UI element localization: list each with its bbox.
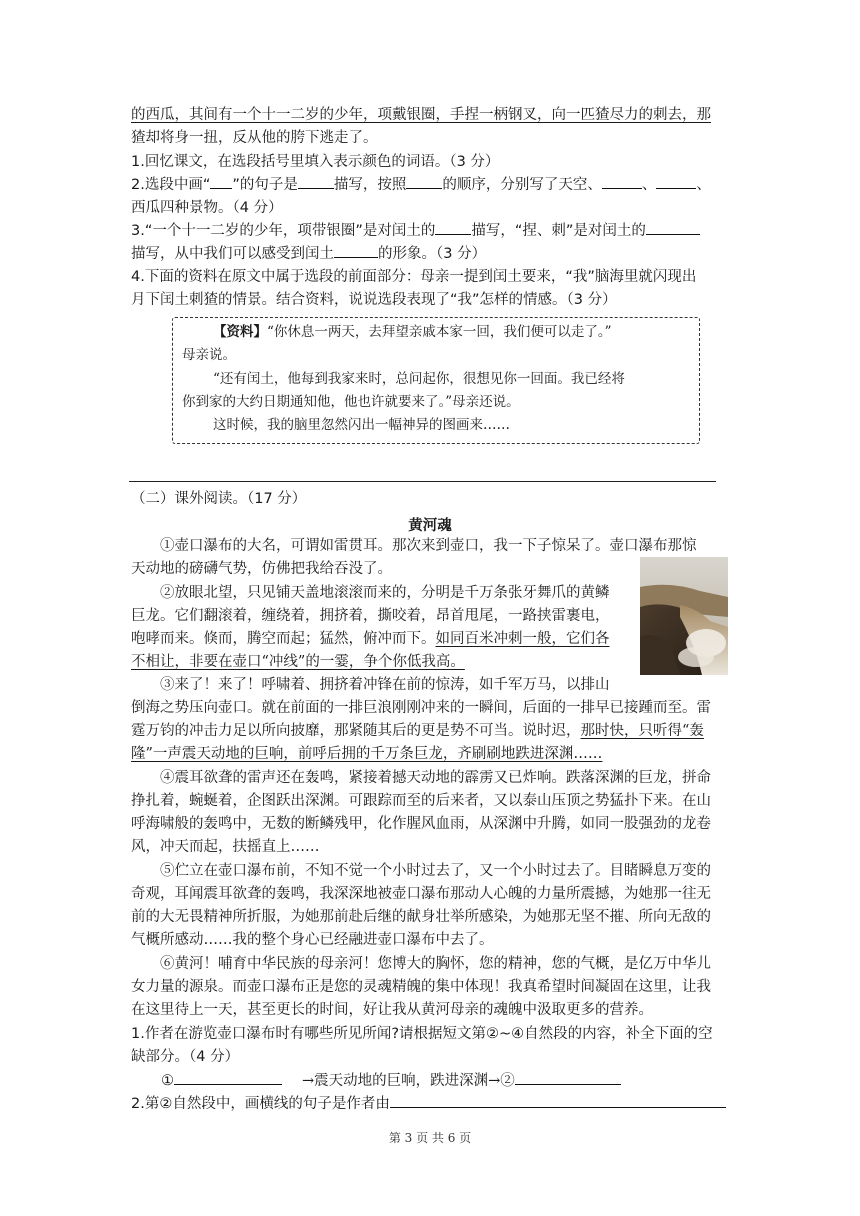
question-1-part2: 1.作者在游览壶口瀑布时有哪些所见所闻?请根据短文第②~④自然段的内容，补全下面的空 <box>131 1026 713 1042</box>
passage-line: 咆哮而来。倏而，腾空而起；猛然，俯冲而下。如同百米冲刺一般，它们各 <box>131 631 610 647</box>
section-divider <box>129 481 716 482</box>
answer-blank[interactable] <box>656 174 696 189</box>
section-header: （二）课外阅读。（17 分） <box>131 491 307 507</box>
answer-blank[interactable] <box>174 1070 282 1085</box>
material-line: 这时候，我的脑里忽然闪出一幅神异的图画来…… <box>213 417 510 433</box>
answer-blank[interactable] <box>406 174 442 189</box>
passage-line: 的西瓜，其间有一个十一二岁的少年，项戴银圈，手捏一柄钢叉，向一匹猹尽力的刺去，那 <box>131 107 711 123</box>
answer-blank[interactable] <box>515 1070 621 1085</box>
passage-line: 奇观，耳闻震耳欲聋的轰鸣，我深深地被壶口瀑布那动人心魄的力量所震撼，为她那一往无 <box>131 886 711 902</box>
page-footer: 第 3 页 共 6 页 <box>388 1131 472 1145</box>
passage-line: 呼海啸般的轰鸣中，无数的断鳞残甲，化作腥风血雨，从深渊中升腾，如同一股强劲的龙卷 <box>131 816 711 832</box>
passage-line: 女力量的源泉。而壶口瀑布正是您的灵魂精魄的集中体现！我真希望时间凝固在这里，让我 <box>131 979 711 995</box>
passage-line: ④震耳欲聋的雷声还在轰鸣，紧接着撼天动地的霹雳又已炸响。跌落深渊的巨龙，拼命 <box>160 770 711 786</box>
question-1-part2-cont: 缺部分。（4 分） <box>131 1049 240 1065</box>
passage-line: 天动地的磅礴气势，仿佛把我给吞没了。 <box>131 561 392 577</box>
passage-line <box>131 651 465 673</box>
passage-line: 巨龙。它们翻滚着，缠绕着，拥挤着，撕咬着，昂首甩尾，一路挟雷裹电， <box>131 608 610 624</box>
question-2-cont: 西瓜四种景物。（4 分） <box>131 200 283 216</box>
answer-blank[interactable] <box>435 220 471 235</box>
material-line: 母亲说。 <box>182 347 236 363</box>
question-4: 4.下面的资料在原文中属于选段的前面部分：母亲一提到闰土要来，“我”脑海里就闪现出 <box>131 269 697 285</box>
material-box <box>172 317 700 444</box>
material-line: 你到家的大约日期通知他，他也许就要来了。”母亲还说。 <box>182 394 520 410</box>
material-line: 【资料】“你休息一两天，去拜望亲戚本家一回，我们便可以走了。” <box>213 324 612 340</box>
question-1: 1.回忆课文，在选段括号里填入表示颜色的词语。（3 分） <box>131 154 500 170</box>
passage-line: 猹却将身一扭，反从他的胯下逃走了。 <box>131 130 378 146</box>
question-4-cont: 月下闰土刺猹的情景。结合资料，说说选段表现了“我”怎样的情感。（3 分） <box>131 292 617 308</box>
answer-blank[interactable] <box>390 1093 726 1108</box>
passage-line: 在这里待上一天，甚至更长的时间，好让我从黄河母亲的魂魄中汲取更多的营养。 <box>131 1002 653 1018</box>
question-2-part2: 2.第②自然段中，画横线的句子是作者由 <box>131 1093 726 1115</box>
passage-line: ⑥黄河！哺育中华民族的母亲河！您博大的胸怀，您的精神，您的气概，是亿万中华儿 <box>160 956 711 972</box>
passage-line: ①壶口瀑布的大名，可谓如雷贯耳。那次来到壶口，我一下子惊呆了。壶口瀑布那惊 <box>160 538 697 554</box>
passage-line: ③来了！来了！呼啸着、拥挤着冲锋在前的惊涛，如千军万马，以排山 <box>160 677 610 693</box>
passage-title: 黄河魂 <box>408 518 452 534</box>
passage-line: 前的大无畏精神所折服，为她那前赴后继的献身壮举所感染，为她那无坚不摧、所向无敌的 <box>131 909 711 925</box>
question-3: 3.“一个十一二岁的少年，项带银圈”是对闰土的 描写，“捏、刺”是对闰土的 <box>131 220 700 242</box>
blank <box>210 174 232 189</box>
underlined-sentence: 隆”一声震天动地的巨响，前呼后拥的千万条巨龙，齐刷刷地跌进深渊…… <box>131 746 603 762</box>
passage-line: 挣扎着，蜿蜒着，企图跃出深渊。可跟踪而至的后来者，又以泰山压顶之势猛扑下来。在山 <box>131 793 711 809</box>
passage-line: 气概所感动……我的整个身心已经融进壶口瀑布中去了。 <box>131 932 494 948</box>
answer-blank[interactable] <box>646 220 700 235</box>
underlined-sentence: 不相让，非要在壶口“冲线”的一霎，争个你低我高。 <box>131 654 465 670</box>
material-line: “还有闰土，他每到我家来时，总问起你，很想见你一回面。我已经将 <box>213 371 625 387</box>
passage-line: ②放眼北望，只见铺天盖地滚滚而来的，分明是千万条张牙舞爪的黄鳞 <box>160 585 610 601</box>
passage-line: 霆万钧的冲击力足以所向披靡，那紧随其后的更是势不可当。说时迟，那时快，只听得“轰 <box>131 723 704 739</box>
passage-line: ⑤伫立在壶口瀑布前，不知不觉一个小时过去了，又一个小时过去了。目睹瞬息万变的 <box>160 863 711 879</box>
waterfall-photo-icon <box>640 557 728 675</box>
answer-blank[interactable] <box>334 243 378 258</box>
passage-line: 倒海之势压向壶口。就在前面的一排巨浪刚刚冲来的一瞬间，后面的一排早已接踵而至。雷 <box>131 700 711 716</box>
question-2: 2.选段中画“ ”的句子是 描写，按照 的顺序，分别写了天空、 、 、 <box>131 174 711 196</box>
answer-blank[interactable] <box>298 174 334 189</box>
passage-line: 风，冲天而起，扶摇直上…… <box>131 839 320 855</box>
fill-in-row: ① →震天动地的巨响，跌进深渊→② <box>131 1070 621 1092</box>
answer-blank[interactable] <box>602 174 642 189</box>
underlined-sentence: 那时快，只听得“轰 <box>580 723 704 739</box>
question-3-cont: 描写，从中我们可以感受到闰土 的形象。（3 分） <box>131 243 486 265</box>
underlined-sentence: 如同百米冲刺一般，它们各 <box>435 631 610 647</box>
passage-line <box>131 743 602 765</box>
